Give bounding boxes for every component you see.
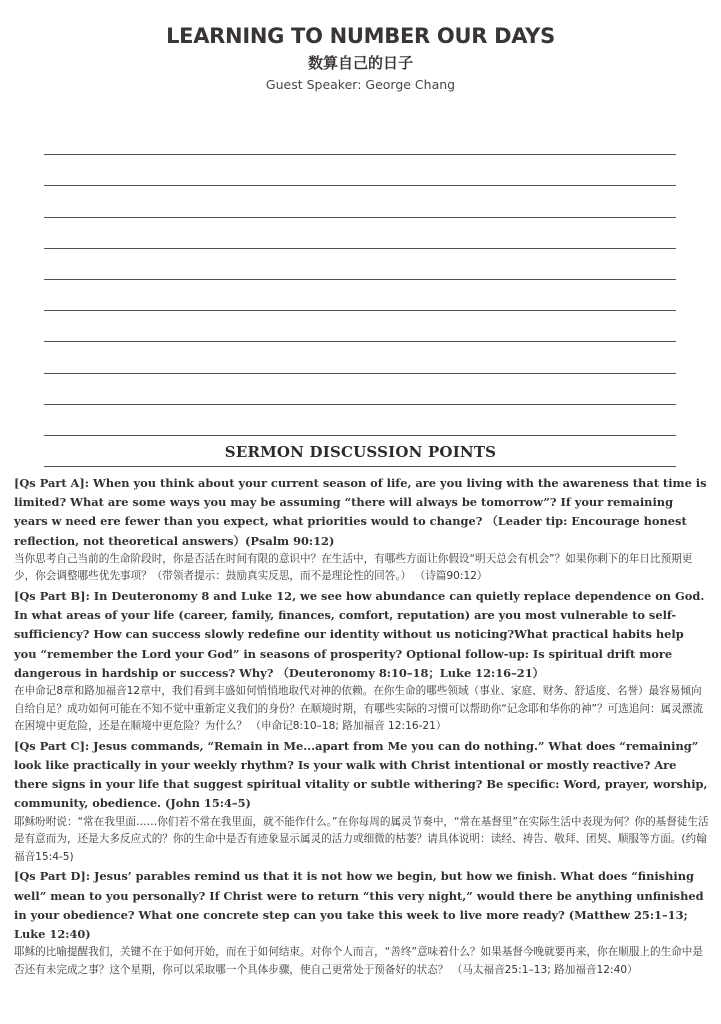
guest-speaker: Guest Speaker: George Chang: [265, 77, 456, 92]
note-line: [44, 249, 676, 280]
note-line: [44, 342, 676, 373]
question-text-chinese: 当你思考自己当前的生命阶段时，你是否活在时间有限的意识中？在生活中，有哪些方面让你假设“明天总会有机会”？如果你剩下的年日比预期更少，你会调整哪些优先事项？（带领者提示：鼓励真实反思，而不是理论性的回答。） （诗篇90:12）: [14, 552, 693, 583]
note-lines: [44, 124, 676, 467]
note-line: [44, 311, 676, 342]
note-line: [44, 374, 676, 405]
page-header: [0, 0, 721, 93]
note-line: [44, 405, 676, 436]
note-line: [44, 218, 676, 249]
question-part-d: [14, 867, 710, 979]
question-text-chinese: 耶稣的比喻提醒我们，关键不在于如何开始，而在于如何结束。对你个人而言，“善终”意味着什么？如果基督今晚就要再来，你在顺服上的生命中是否还有未完成之事？这个星期，你可以采取哪一个具体步骤，使自己更常处于预备好的状态？ （马太福音25:1–13; 路加福音12:40）: [14, 946, 703, 976]
question-text-english: [Qs Part B]: In Deuteronomy 8 and Luke 12, we see how abundance can quietly replace dependence on God. In what areas of your life (career, family, finances, comfort, reputation) are you most vulnerable to self-sufficiency? How can success slowly redefine our identity without us noticing?What practical habits help you “remember the Lord your God” in seasons of prosperity? Optional follow-up: Is spiritual drift more dangerous in hardship or success? Why? （Deuteronomy 8:10–18；Luke 12:16–21）: [14, 589, 705, 680]
note-line: [44, 280, 676, 311]
page-subtitle-chinese: 数算自己的日子: [307, 54, 413, 72]
note-line: [44, 124, 676, 155]
note-line: [44, 155, 676, 186]
question-part-c: [14, 737, 710, 867]
question-text-english: [Qs Part D]: Jesus’ parables remind us that it is not how we begin, but how we finish. What does “finishing well” mean to you personally? If Christ were to return “this very night,” would there be anything unfinished in your obedience? What one concrete step can you take this week to live more ready? (Matthew 25:1–13; Luke 12:40): [14, 869, 704, 941]
question-text-english: [Qs Part A]: When you think about your current season of life, are you living with the awareness that time is limited? What are some ways you may be assuming “there will always be tomorrow”? If your remaining years w need ere fewer than you expect, what priorities would to change? （Leader tip: Encourage honest reflection, not theoretical answers）(Psalm 90:12): [14, 476, 707, 548]
question-text-chinese: 在申命记8章和路加福音12章中，我们看到丰盛如何悄悄地取代对神的依赖。在你生命的哪些领域（事业、家庭、财务、舒适度、名誉）最容易倾向自给自足？成功如何可能在不知不觉中重新定义我们的身份？在顺境时期，有哪些实际的习惯可以帮助你“记念耶和华你的神”？可选追问：属灵漂流在困境中更危险，还是在顺境中更危险？为什么？ （申命记8:10–18; 路加福音 12:16-21）: [14, 685, 703, 733]
question-text-chinese: 耶稣吩咐说：“常在我里面……你们若不常在我里面，就不能作什么。”在你每周的属灵节奏中，“常在基督里”在实际生活中表现为何？你的基督徒生活是有意而为，还是大多反应式的？你的生命中是否有迹象显示属灵的活力或细微的枯萎？请具体说明：读经、祷告、敬拜、团契、顺服等方面。(约翰福音15:4-5): [14, 815, 709, 863]
question-part-b: [14, 587, 710, 736]
question-text-english: [Qs Part C]: Jesus commands, “Remain in Me...apart from Me you can do nothing.” What does “remaining” look like practically in your weekly rhythm? Is your walk with Christ intentional or mostly reactive? Are there signs in your life that suggest spiritual vitality or subtle withering? Be specific: Word, prayer, worship, community, obedience. (John 15:4–5): [14, 738, 708, 811]
discussion-questions: [14, 474, 710, 980]
question-part-a: [14, 474, 710, 586]
section-title: SERMON DISCUSSION POINTS: [224, 443, 497, 461]
page-title: LEARNING TO NUMBER OUR DAYS: [166, 24, 555, 48]
note-line: [44, 186, 676, 217]
